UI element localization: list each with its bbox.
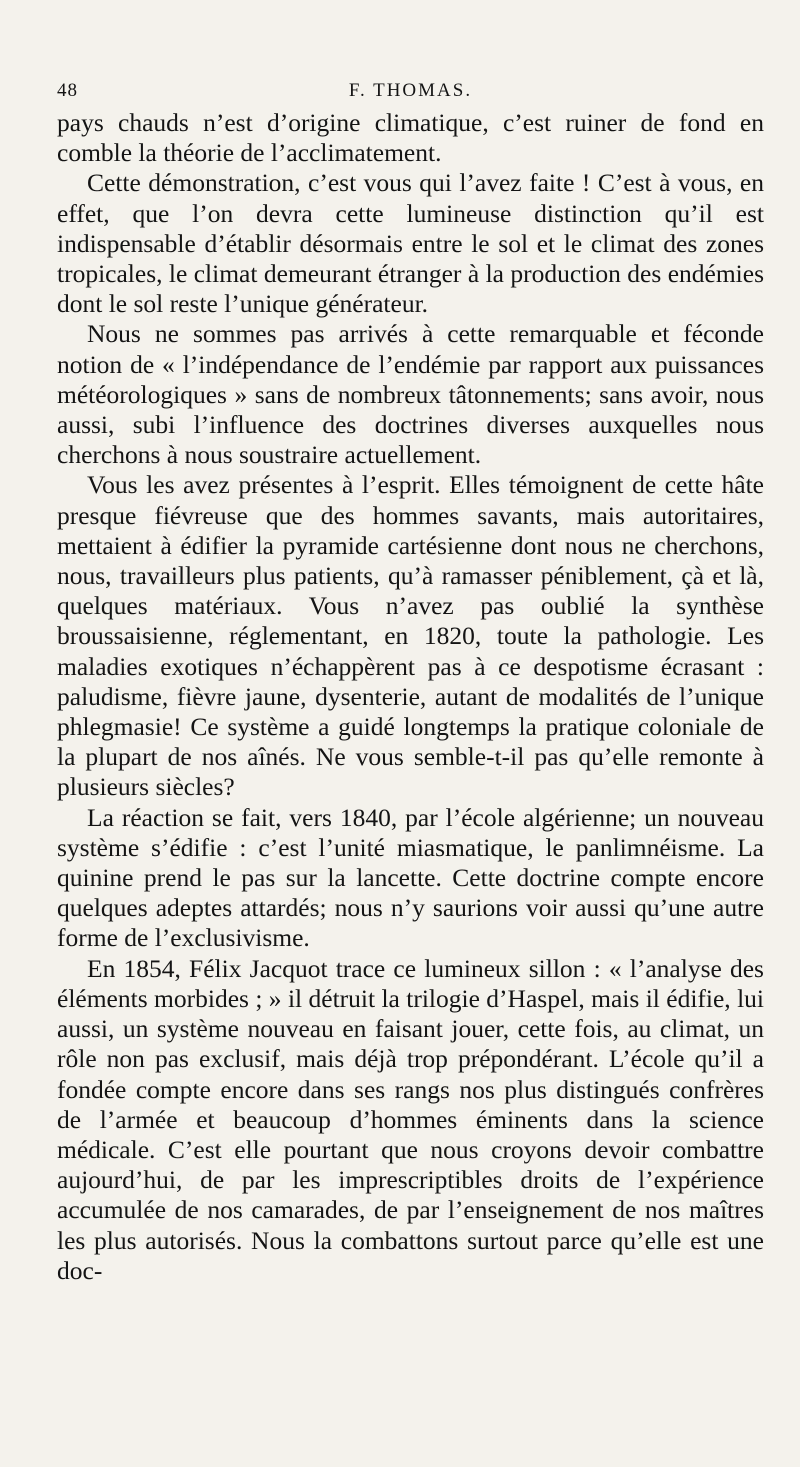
paragraph-2: Cette démonstration, c’est vous qui l’avez faite ! C’est à vous, en effet, que l’on devra cette lumineuse distinction qu’il est indispensable d’établir désormais entre le sol et le climat des zones tropicales, le climat demeurant étranger à la production des endémies dont le sol reste l’unique générateur. bbox=[57, 168, 764, 319]
paragraph-3: Nous ne sommes pas arrivés à cette remarquable et féconde notion de « l’indépendance de l’endémie par rapport aux puissances météorologiques » sans de nombreux tâtonnements; sans avoir, nous aussi, subi l’influence des doctrines diverses auxquelles nous cherchons à nous soustraire actuellement. bbox=[57, 319, 764, 470]
paragraph-1: pays chauds n’est d’origine climatique, c’est ruiner de fond en comble la théorie de l’acclimatement. bbox=[57, 108, 764, 168]
paragraph-4: Vous les avez présentes à l’esprit. Elles témoignent de cette hâte presque fiévreuse que des hommes savants, mais autoritaires, mettaient à édifier la pyramide cartésienne dont nous ne cherchons, nous, travailleurs plus patients, qu’à ramasser péniblement, çà et là, quelques matériaux. Vous n’avez pas oublié la synthèse broussaisienne, réglementant, en 1820, toute la pathologie. Les maladies exotiques n’échappèrent pas à ce despotisme écrasant : paludisme, fièvre jaune, dysenterie, autant de modalités de l’unique phlegmasie! Ce système a guidé longtemps la pratique coloniale de la plupart de nos aînés. Ne vous semble-t-il pas qu’elle remonte à plusieurs siècles? bbox=[57, 470, 764, 802]
paragraph-6: En 1854, Félix Jacquot trace ce lumineux sillon : « l’analyse des éléments morbides ; » il détruit la trilogie d’Haspel, mais il édifie, lui aussi, un système nouveau en faisant jouer, cette fois, au climat, un rôle non pas exclusif, mais déjà trop prépondérant. L’école qu’il a fondée compte encore dans ses rangs nos plus distingués confrères de l’armée et beaucoup d’hommes éminents dans la science médicale. C’est elle pourtant que nous croyons devoir combattre aujourd’hui, de par les imprescriptibles droits de l’expérience accumulée de nos camarades, de par l’enseignement de nos maîtres les plus autorisés. Nous la combattons surtout parce qu’elle est une doc- bbox=[57, 953, 764, 1285]
page-header bbox=[57, 80, 764, 106]
page-number: 48 bbox=[57, 80, 78, 101]
paragraph-5: La réaction se fait, vers 1840, par l’école algérienne; un nouveau système s’édifie : c’est l’unité miasmatique, le panlimnéisme. La quinine prend le pas sur la lancette. Cette doctrine compte encore quelques adeptes attardés; nous n’y saurions voir aussi qu’une autre forme de l’exclusivisme. bbox=[57, 802, 764, 953]
body-text bbox=[57, 108, 764, 1286]
running-head: F. THOMAS. bbox=[348, 80, 473, 101]
